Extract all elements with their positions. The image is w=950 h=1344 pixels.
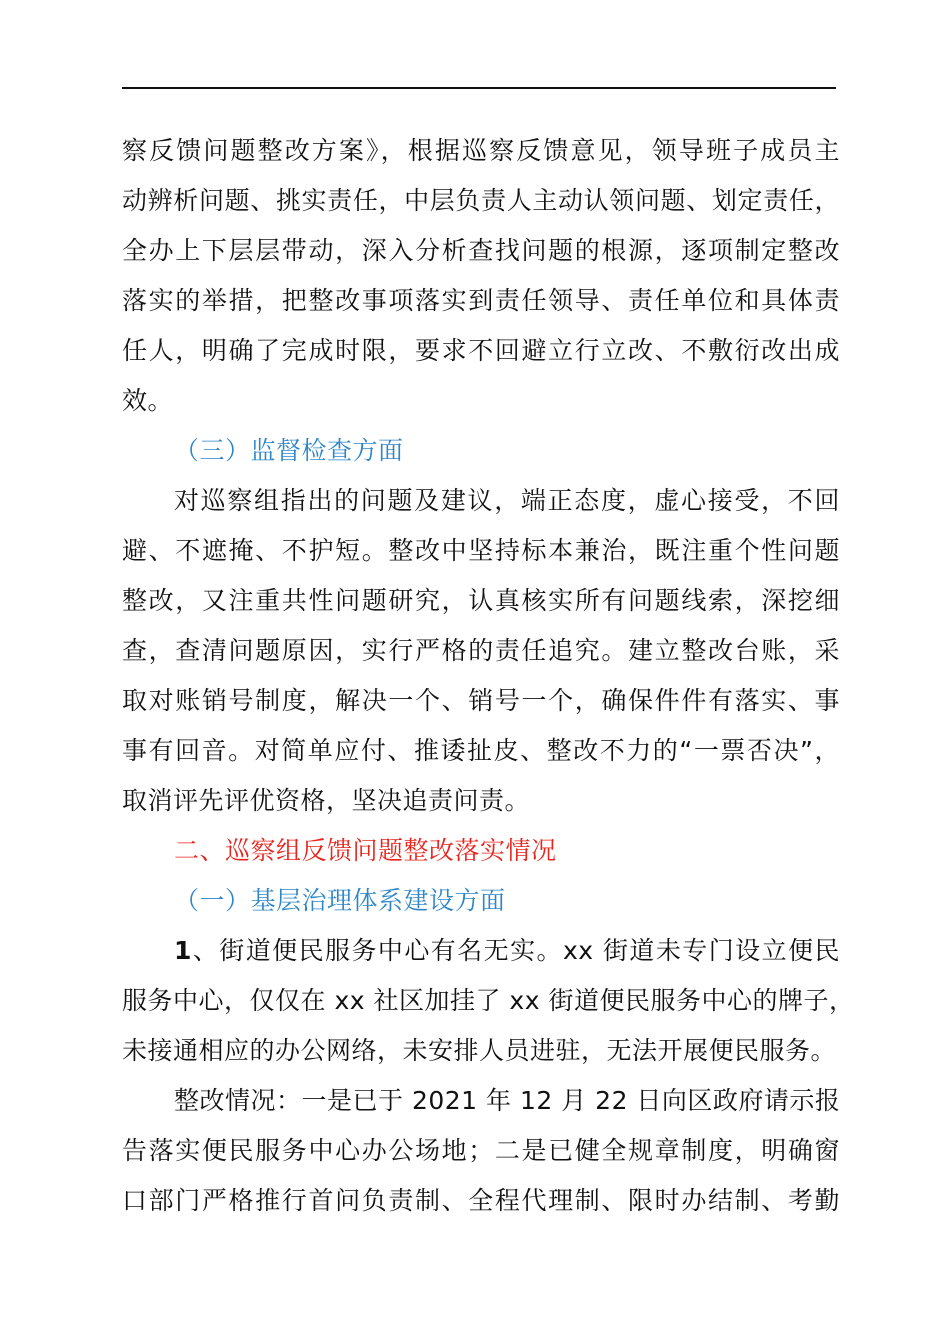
subheading-grassroots-governance: （一）基层治理体系建设方面 xyxy=(174,886,506,915)
text-line: 服务中心，仅仅在 xx 社区加挂了 xx 街道便民服务中心的牌子， xyxy=(122,986,855,1015)
paragraph-4 xyxy=(122,1076,840,1226)
paragraph-1 xyxy=(122,126,840,426)
paragraph-3 xyxy=(122,926,855,1076)
text-line: 避、不遮掩、不护短。整改中坚持标本兼治，既注重个性问题 xyxy=(122,536,840,565)
text-line: 落实的举措，把整改事项落实到责任领导、责任单位和具体责 xyxy=(122,286,840,315)
text-line: 全办上下层层带动，深入分析查找问题的根源，逐项制定整改 xyxy=(122,236,840,265)
subheading-supervision: （三）监督检查方面 xyxy=(174,436,404,465)
text-line: 效。 xyxy=(122,386,174,415)
text-line: 取对账销号制度，解决一个、销号一个，确保件件有落实、事 xyxy=(122,686,840,715)
document-body xyxy=(122,126,855,1226)
text-line: 未接通相应的办公网络，未安排人员进驻，无法开展便民服务。 xyxy=(122,1036,837,1065)
text-line: 整改情况：一是已于 2021 年 12 月 22 日向区政府请示报 xyxy=(174,1086,841,1115)
text-line: 察反馈问题整改方案》，根据巡察反馈意见，领导班子成员主 xyxy=(122,136,840,165)
header-rule xyxy=(122,87,836,89)
item-title-text: 、街道便民服务中心有名无实。xx 街道未专门设立便民 xyxy=(191,936,840,965)
text-line: 口部门严格推行首问负责制、全程代理制、限时办结制、考勤 xyxy=(122,1186,840,1215)
text-line: 任人，明确了完成时限，要求不回避立行立改、不敷衍改出成 xyxy=(122,336,840,365)
text-line: 对巡察组指出的问题及建议，端正态度，虚心接受，不回 xyxy=(174,486,840,515)
item-number: 1 xyxy=(174,936,192,965)
text-line: 取消评先评优资格，坚决追责问责。 xyxy=(122,786,531,815)
section-heading-2: 二、巡察组反馈问题整改落实情况 xyxy=(174,836,557,865)
text-line: 查，查清问题原因，实行严格的责任追究。建立整改台账，采 xyxy=(122,636,840,665)
paragraph-2 xyxy=(122,476,840,826)
text-line: 整改，又注重共性问题研究，认真核实所有问题线索，深挖细 xyxy=(122,586,840,615)
text-line xyxy=(122,926,840,976)
text-line: 告落实便民服务中心办公场地；二是已健全规章制度，明确窗 xyxy=(122,1136,840,1165)
text-line: 事有回音。对简单应付、推诿扯皮、整改不力的“一票否决”， xyxy=(122,736,840,765)
text-line: 动辨析问题、挑实责任，中层负责人主动认领问题、划定责任， xyxy=(122,186,840,215)
